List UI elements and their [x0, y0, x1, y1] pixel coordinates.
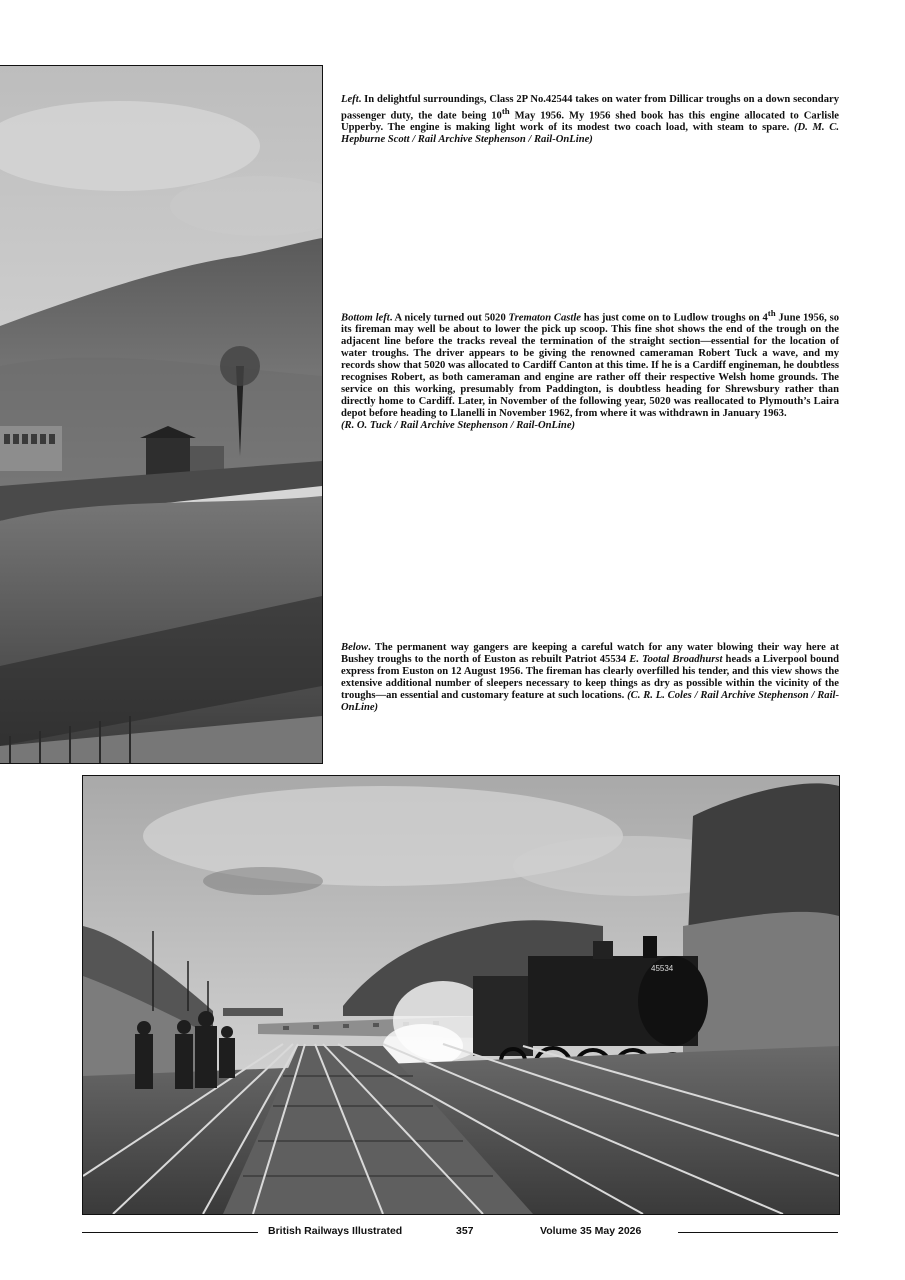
- locomotive-name: Trematon Castle: [508, 312, 581, 324]
- locomotive-name: E. Tootal Broadhurst: [629, 653, 723, 665]
- page-number: 357: [456, 1225, 474, 1237]
- smokebox-number: 45534: [651, 964, 674, 973]
- caption-text: June 1956, so its fireman may well be about to lower the pick up scoop. This fine shot shows the end of the trough on the adjacent line before the tracks reveal the termination of the straight section—essential for the location of water troughs. The driver appears to be giving the renowned cameraman Robert Tuck a wave, and my records show that 5020 was allocated to Cardiff Canton at this time. If he is a Cardiff engineman, he doubtless recognises Robert, as both cameraman and engine are rather off their respective Welsh home grounds. The service on this working, presumably from Paddington, is doubtless heading for Shrewsbury rather than directly home to Cardiff. Later, in November of the following year, 5020 was reallocated to Plymouth’s Laira depot before heading to Llanelli in November 1962, from where it was withdrawn in January 1963.: [341, 312, 840, 419]
- footer-rule-right: [678, 1232, 838, 1233]
- caption-text: May 1956. My 1956 shed book has this engine allocated to Carlisle Upperby. The engine is making light work of its modest two coach load, with steam to spare.: [341, 110, 839, 134]
- photo-credit: (D. M. C. Hepburne Scott / Rail Archive Stephenson / Rail-OnLine): [341, 122, 839, 146]
- photo-credit: (R. O. Tuck / Rail Archive Stephenson / Rail-OnLine): [341, 419, 576, 431]
- caption-text: heads a Liverpool bound express from Euston on 12 August 1956. The fireman has clearly overfilled his tender, and this view shows the extensive additional number of sleepers necessary to keep things as dry as possible within the vicinity of the troughs—an essential and customary feature at such locations.: [341, 653, 839, 701]
- photo-credit: (C. R. L. Coles / Rail Archive Stephenson / Rail-OnLine): [341, 689, 840, 713]
- page-footer: [82, 1224, 838, 1240]
- caption-direction: Below: [341, 642, 369, 653]
- carriage-shape: [0, 426, 62, 471]
- ordinal-suffix: th: [501, 105, 510, 116]
- photo-dillicar-troughs: [0, 65, 323, 764]
- footer-rule-left: [82, 1232, 258, 1233]
- caption-text: . The permanent way gangers are keeping a careful watch for any water blowing their way here at Bushey troughs to the north of Euston as rebuilt Patriot 45534: [341, 642, 839, 665]
- ordinal-suffix: th: [767, 308, 776, 318]
- caption-text: . A nicely turned out 5020: [389, 312, 509, 324]
- publication-title: British Railways Illustrated: [268, 1225, 403, 1237]
- caption-direction: Left: [341, 94, 359, 105]
- caption-direction: Bottom left: [341, 312, 390, 324]
- issue-info: Volume 35 May 2026: [540, 1225, 642, 1237]
- photo-dillicar-image: [0, 66, 322, 763]
- caption-bottom-left-photo: [341, 308, 839, 432]
- photo-bushey-troughs: [82, 775, 840, 1215]
- photo-bushey-image: [83, 776, 839, 1214]
- caption-left-photo: [341, 94, 839, 146]
- caption-below-photo: [341, 642, 839, 713]
- caption-text: . In delightful surroundings, Class 2P No.42544 takes on water from Dillicar troughs on a down secondary passenger duty, the date being 10: [341, 94, 839, 122]
- caption-text: has just come on to Ludlow troughs on 4: [580, 312, 768, 324]
